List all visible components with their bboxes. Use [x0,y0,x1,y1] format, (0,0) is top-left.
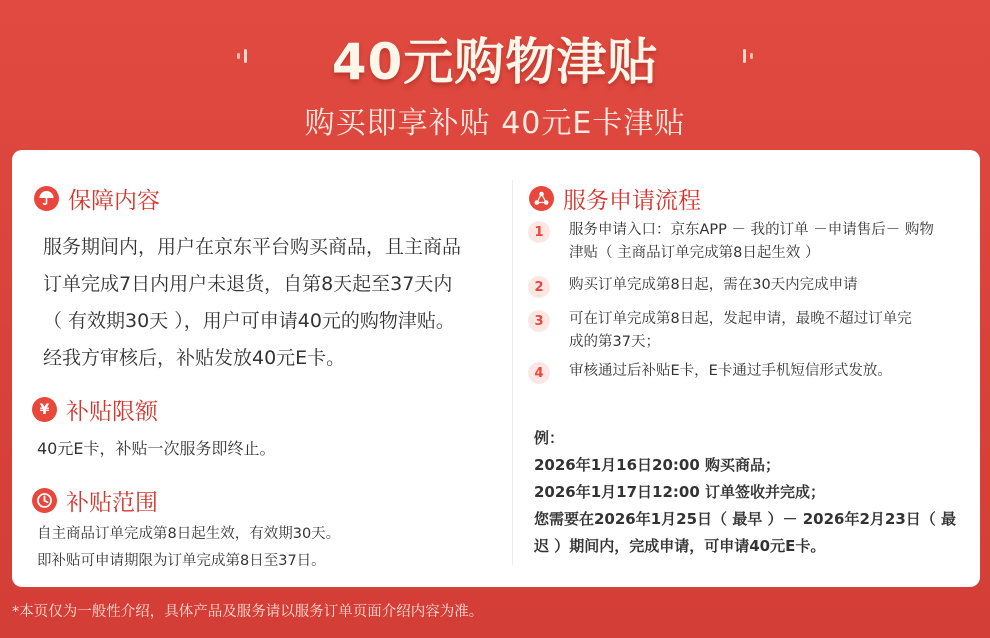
scope-header [32,484,158,517]
step-line: 购买订单完成第8日起，需在30天内完成申请 [569,277,858,293]
step-number: 1 [528,221,550,243]
scope-title: 补贴范围 [66,490,158,516]
scope-text [37,521,340,575]
guarantee-title: 保障内容 [68,188,160,214]
example-line: 迟 ）期间内，完成申请，可申请40元E卡。 [534,537,826,555]
step-line: 服务申请入口：京东APP － 我的订单 －申请售后－ 购物 [569,222,934,238]
guarantee-line: 订单完成7日内用户未退货，自第8天起至37天内 [43,273,453,295]
step-line: 审核通过后补贴E卡，E卡通过手机短信形式发放。 [569,363,892,379]
column-divider [512,180,513,565]
flow-icon [529,186,554,211]
example-block [534,425,972,560]
step-text [569,274,964,298]
guarantee-line: 服务期间内，用户在京东平台购买商品，且主商品 [43,236,462,258]
step-number: 2 [528,276,550,298]
limit-header [32,393,158,426]
guarantee-line: （ 有效期30天 ），用户可申请40元的购物津贴。 [43,310,455,332]
process-step [528,219,964,265]
footer-note: *本页仅为一般性介绍，具体产品及服务请以服务订单页面介绍内容为准。 [12,604,484,620]
step-text [569,360,964,384]
yen-icon: ¥ [32,397,57,422]
process-header [529,182,701,215]
step-line: 成的第37天； [569,334,660,350]
example-label: 例： [534,429,565,447]
step-line: 可在订单完成第8日起，发起申请，最晚不超过订单完 [569,311,912,327]
process-title: 服务申请流程 [563,188,701,214]
guarantee-header [34,182,160,215]
limit-text: 40元E卡，补贴一次服务即终止。 [37,439,276,458]
clock-icon [32,488,57,513]
umbrella-icon [34,186,59,211]
page-title: 40元购物津贴 [331,33,659,91]
limit-title: 补贴限额 [66,399,158,425]
process-step [528,274,964,298]
step-number: 3 [528,310,550,332]
example-line: 2026年1月17日12:00 订单签收并完成； [534,483,826,501]
scope-line: 即补贴可申请期限为订单完成第8日至37日。 [37,553,326,569]
step-number: 4 [528,362,550,384]
step-text [569,219,964,265]
guarantee-text [43,229,461,377]
step-text [569,308,964,354]
scope-line: 自主商品订单完成第8日起生效，有效期30天。 [37,526,341,542]
process-step [528,308,964,354]
process-step [528,360,964,384]
page-subtitle: 购买即享补贴 40元E卡津贴 [304,106,686,141]
step-line: 津贴（ 主商品订单完成第8日起生效 ） [569,245,820,261]
guarantee-line: 经我方审核后，补贴发放40元E卡。 [43,347,346,369]
example-line: 2026年1月16日20:00 购买商品； [534,456,781,474]
example-line: 您需要在2026年1月25日（ 最早 ）－ 2026年2月23日（ 最 [534,510,957,528]
